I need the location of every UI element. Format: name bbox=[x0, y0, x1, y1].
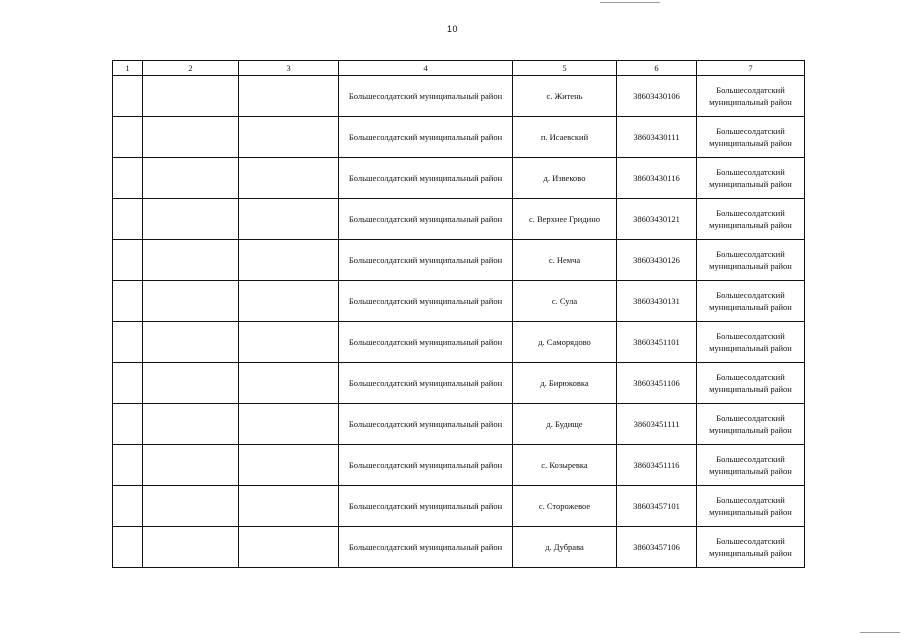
cell-col3 bbox=[239, 363, 339, 404]
cell-col2 bbox=[143, 199, 239, 240]
table-row bbox=[113, 199, 805, 240]
column-header-7: 7 bbox=[697, 61, 805, 76]
cell-municipality: Большесолдатский муниципальный район bbox=[697, 363, 805, 404]
cell-oktmo-code: 38603451116 bbox=[617, 445, 697, 486]
cell-district: Большесолдатский муниципальный район bbox=[339, 445, 513, 486]
table-row bbox=[113, 527, 805, 568]
cell-col2 bbox=[143, 445, 239, 486]
cell-settlement: д. Бирюковка bbox=[513, 363, 617, 404]
table-row bbox=[113, 76, 805, 117]
cell-col3 bbox=[239, 281, 339, 322]
cell-oktmo-code: 38603457101 bbox=[617, 486, 697, 527]
cell-district: Большесолдатский муниципальный район bbox=[339, 486, 513, 527]
cell-col1 bbox=[113, 486, 143, 527]
cell-col3 bbox=[239, 76, 339, 117]
cell-district: Большесолдатский муниципальный район bbox=[339, 199, 513, 240]
cell-col3 bbox=[239, 322, 339, 363]
cell-oktmo-code: 38603451111 bbox=[617, 404, 697, 445]
cell-settlement: с. Верхнее Гридино bbox=[513, 199, 617, 240]
cell-district: Большесолдатский муниципальный район bbox=[339, 76, 513, 117]
cell-col3 bbox=[239, 117, 339, 158]
table-row bbox=[113, 158, 805, 199]
table-row bbox=[113, 117, 805, 158]
cell-oktmo-code: 38603430126 bbox=[617, 240, 697, 281]
cell-col1 bbox=[113, 240, 143, 281]
cell-district: Большесолдатский муниципальный район bbox=[339, 404, 513, 445]
cell-col3 bbox=[239, 404, 339, 445]
cell-municipality: Большесолдатский муниципальный район bbox=[697, 199, 805, 240]
cell-oktmo-code: 38603430111 bbox=[617, 117, 697, 158]
cell-municipality: Большесолдатский муниципальный район bbox=[697, 158, 805, 199]
cell-municipality: Большесолдатский муниципальный район bbox=[697, 445, 805, 486]
table-row bbox=[113, 445, 805, 486]
cell-col2 bbox=[143, 527, 239, 568]
cell-municipality: Большесолдатский муниципальный район bbox=[697, 117, 805, 158]
cell-district: Большесолдатский муниципальный район bbox=[339, 363, 513, 404]
cell-col1 bbox=[113, 158, 143, 199]
cell-district: Большесолдатский муниципальный район bbox=[339, 322, 513, 363]
cell-oktmo-code: 38603451101 bbox=[617, 322, 697, 363]
cell-district: Большесолдатский муниципальный район bbox=[339, 527, 513, 568]
cell-col2 bbox=[143, 322, 239, 363]
cell-col1 bbox=[113, 527, 143, 568]
table-row bbox=[113, 240, 805, 281]
cell-municipality: Большесолдатский муниципальный район bbox=[697, 527, 805, 568]
table-row bbox=[113, 404, 805, 445]
cell-district: Большесолдатский муниципальный район bbox=[339, 158, 513, 199]
column-header-2: 2 bbox=[143, 61, 239, 76]
scan-artifact-line bbox=[860, 632, 900, 633]
cell-col3 bbox=[239, 240, 339, 281]
cell-settlement: д. Саморядово bbox=[513, 322, 617, 363]
cell-municipality: Большесолдатский муниципальный район bbox=[697, 486, 805, 527]
cell-oktmo-code: 38603430121 bbox=[617, 199, 697, 240]
cell-district: Большесолдатский муниципальный район bbox=[339, 240, 513, 281]
cell-col1 bbox=[113, 281, 143, 322]
cell-col2 bbox=[143, 117, 239, 158]
table-row bbox=[113, 363, 805, 404]
column-header-5: 5 bbox=[513, 61, 617, 76]
table-body bbox=[113, 76, 805, 568]
column-header-4: 4 bbox=[339, 61, 513, 76]
column-header-6: 6 bbox=[617, 61, 697, 76]
cell-col2 bbox=[143, 486, 239, 527]
cell-oktmo-code: 38603430131 bbox=[617, 281, 697, 322]
cell-col1 bbox=[113, 445, 143, 486]
cell-col3 bbox=[239, 486, 339, 527]
cell-col3 bbox=[239, 527, 339, 568]
cell-municipality: Большесолдатский муниципальный район bbox=[697, 404, 805, 445]
cell-col3 bbox=[239, 199, 339, 240]
cell-settlement: с. Сторожевое bbox=[513, 486, 617, 527]
cell-col1 bbox=[113, 404, 143, 445]
data-table bbox=[112, 60, 805, 568]
cell-col1 bbox=[113, 76, 143, 117]
cell-col2 bbox=[143, 363, 239, 404]
cell-col3 bbox=[239, 158, 339, 199]
cell-col1 bbox=[113, 117, 143, 158]
column-header-3: 3 bbox=[239, 61, 339, 76]
cell-settlement: п. Исаевский bbox=[513, 117, 617, 158]
cell-municipality: Большесолдатский муниципальный район bbox=[697, 322, 805, 363]
cell-oktmo-code: 38603430106 bbox=[617, 76, 697, 117]
cell-settlement: д. Извеково bbox=[513, 158, 617, 199]
column-number-row bbox=[113, 61, 805, 76]
cell-col3 bbox=[239, 445, 339, 486]
cell-district: Большесолдатский муниципальный район bbox=[339, 281, 513, 322]
cell-col1 bbox=[113, 363, 143, 404]
cell-col2 bbox=[143, 240, 239, 281]
column-header-1: 1 bbox=[113, 61, 143, 76]
cell-oktmo-code: 38603430116 bbox=[617, 158, 697, 199]
cell-settlement: д. Дубрава bbox=[513, 527, 617, 568]
cell-oktmo-code: 38603451106 bbox=[617, 363, 697, 404]
cell-col2 bbox=[143, 404, 239, 445]
cell-settlement: с. Немча bbox=[513, 240, 617, 281]
cell-settlement: д. Будище bbox=[513, 404, 617, 445]
cell-oktmo-code: 38603457106 bbox=[617, 527, 697, 568]
cell-col1 bbox=[113, 322, 143, 363]
table-row bbox=[113, 322, 805, 363]
cell-district: Большесолдатский муниципальный район bbox=[339, 117, 513, 158]
table-row bbox=[113, 281, 805, 322]
cell-municipality: Большесолдатский муниципальный район bbox=[697, 76, 805, 117]
cell-settlement: с. Сула bbox=[513, 281, 617, 322]
cell-col2 bbox=[143, 76, 239, 117]
scan-artifact-line bbox=[600, 2, 660, 3]
cell-col1 bbox=[113, 199, 143, 240]
cell-municipality: Большесолдатский муниципальный район bbox=[697, 281, 805, 322]
page-number: 10 bbox=[446, 24, 458, 34]
table-row bbox=[113, 486, 805, 527]
cell-col2 bbox=[143, 281, 239, 322]
cell-settlement: с. Житень bbox=[513, 76, 617, 117]
cell-settlement: с. Козыревка bbox=[513, 445, 617, 486]
cell-municipality: Большесолдатский муниципальный район bbox=[697, 240, 805, 281]
cell-col2 bbox=[143, 158, 239, 199]
